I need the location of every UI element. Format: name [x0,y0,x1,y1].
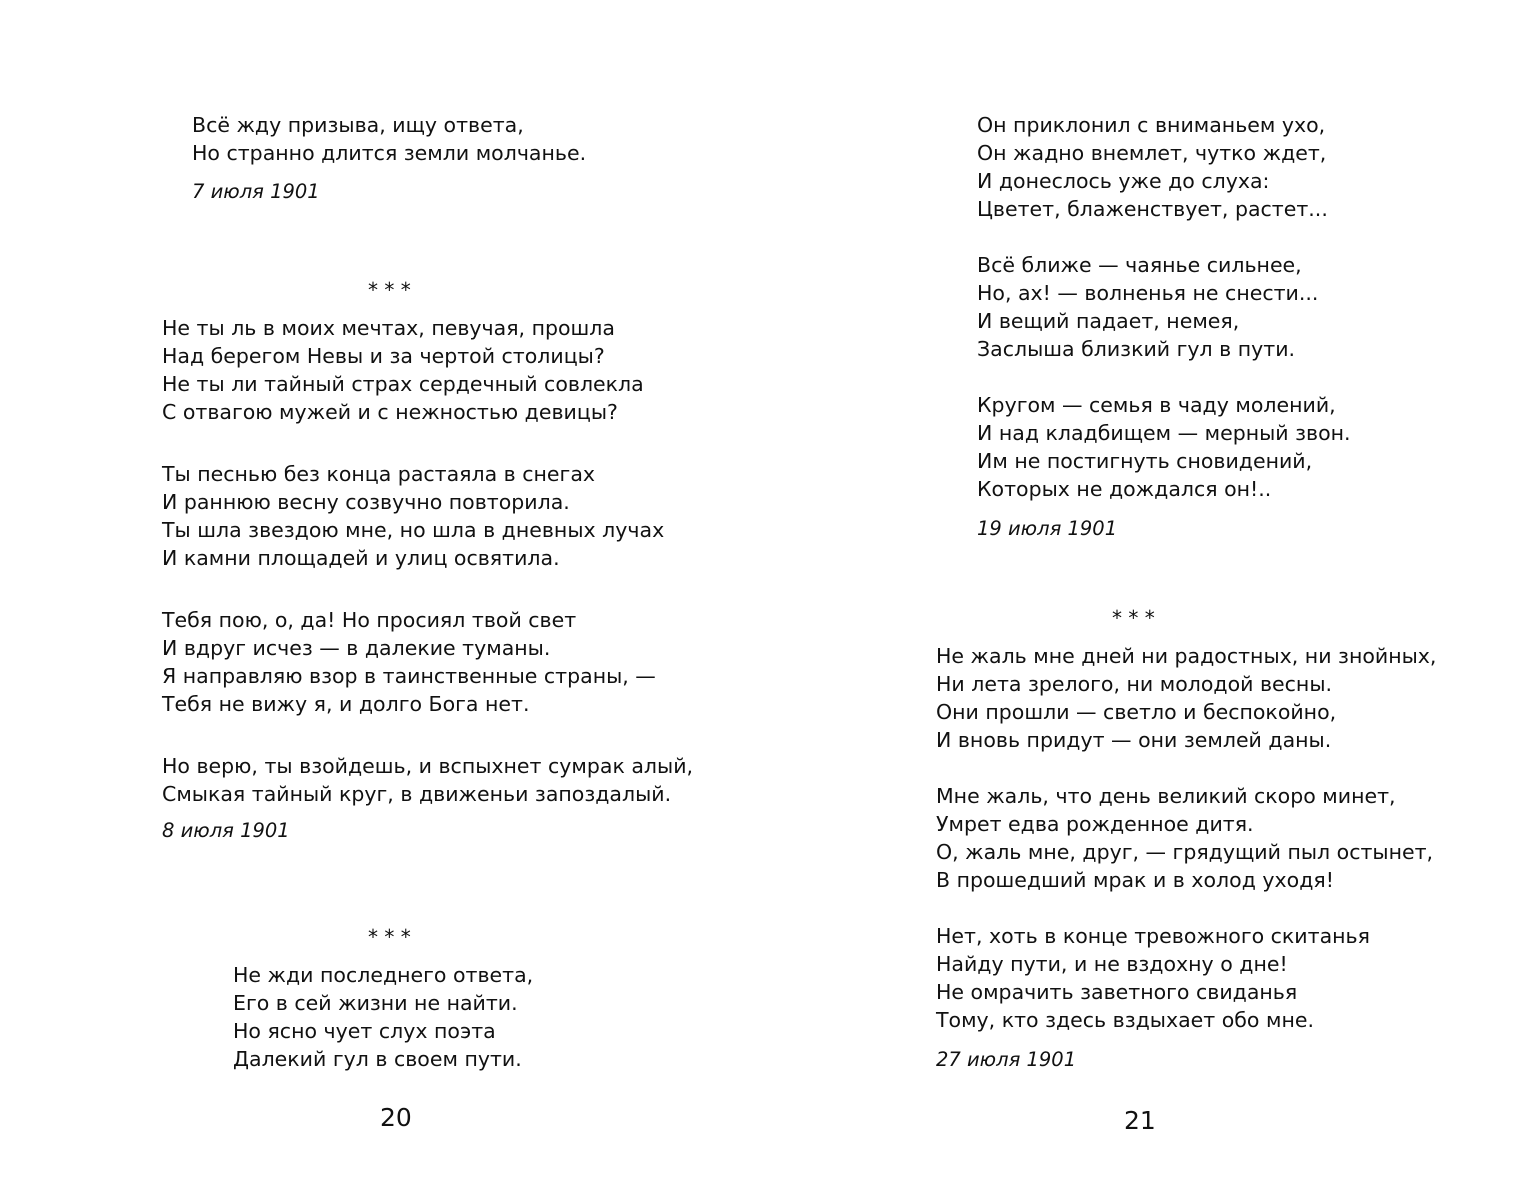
poem-separator: * * * [368,925,411,949]
poem-line: Далекий гул в своем пути. [233,1047,522,1071]
poem-separator: * * * [1112,606,1155,630]
poem-line: О, жаль мне, друг, — грядущий пыл остынет, [936,840,1434,864]
poem-line: Смыкая тайный круг, в движеньи запоздалый. [162,782,672,806]
poem-line: Он жадно внемлет, чутко ждет, [977,141,1327,165]
page-number: 21 [1124,1106,1156,1135]
poem-date: 27 июля 1901 [936,1048,1077,1071]
poem-line: Ты шла звездою мне, но шла в дневных лучах [162,518,665,542]
poem2 [162,314,693,808]
poem-line: Тебя не вижу я, и долго Бога нет. [162,692,530,716]
poem-line: Тебя пою, о, да! Но просиял твой свет [162,608,577,632]
poem-line: Заслыша близкий гул в пути. [977,337,1296,361]
poem-line: Им не постигнуть сновидений, [977,449,1313,473]
poem-line: В прошедший мрак и в холод уходя! [936,868,1334,892]
poem-line: Не жди последнего ответа, [233,963,534,987]
right-page [768,0,1536,1182]
poem-date: 19 июля 1901 [977,517,1118,540]
poem-line: Но странно длится земли молчанье. [192,141,587,165]
poem-line: И камни площадей и улиц освятила. [162,546,560,570]
poem-date: 8 июля 1901 [162,819,290,842]
poem3-continued [977,111,1351,503]
poem-line: Его в сей жизни не найти. [233,991,518,1015]
poem-line: Умрет едва рожденное дитя. [936,812,1254,836]
poem-line: И вновь придут — они землей даны. [936,728,1332,752]
poem-line: И над кладбищем — мерный звон. [977,421,1351,445]
poem-line: Он приклонил с вниманьем ухо, [977,113,1326,137]
poem-line: Всё ближе — чаянье сильнее, [977,253,1302,277]
poem-line: Я направляю взор в таинственные страны, — [162,664,656,688]
poem-line: Мне жаль, что день великий скоро минет, [936,784,1396,808]
poem-line: Но ясно чует слух поэта [233,1019,496,1043]
poem-line: Ни лета зрелого, ни молодой весны. [936,672,1333,696]
poem-line: Но верю, ты взойдешь, и вспыхнет сумрак алый, [162,754,694,778]
page-number: 20 [380,1103,412,1132]
poem-line: Всё жду призыва, ищу ответа, [192,113,524,137]
poem3 [233,961,533,1073]
poem-line: Которых не дождался он!.. [977,477,1272,501]
poem-line: И вещий падает, немея, [977,309,1240,333]
poem-line: Цветет, блаженствует, растет... [977,197,1328,221]
poem-line: Не омрачить заветного свиданья [936,980,1298,1004]
poem-line: Не ты ль в моих мечтах, певучая, прошла [162,316,615,340]
poem-line: Кругом — семья в чаду молений, [977,393,1336,417]
poem-date: 7 июля 1901 [192,180,320,203]
poem1-tail [192,111,586,167]
poem-line: Нет, хоть в конце тревожного скитанья [936,924,1370,948]
poem-line: Не жаль мне дней ни радостных, ни знойных, [936,644,1437,668]
poem-line: Не ты ли тайный страх сердечный совлекла [162,372,644,396]
poem-line: Они прошли — светло и беспокойно, [936,700,1337,724]
poem-line: Но, ах! — волненья не снести... [977,281,1319,305]
poem-line: И вдруг исчез — в далекие туманы. [162,636,551,660]
poem-line: Тому, кто здесь вздыхает обо мне. [936,1008,1314,1032]
poem-line: И донеслось уже до слуха: [977,169,1270,193]
poem-line: Найду пути, и не вздохну о дне! [936,952,1288,976]
poem-line: Над берегом Невы и за чертой столицы? [162,344,605,368]
poem-line: И раннюю весну созвучно повторила. [162,490,570,514]
poem4 [936,642,1436,1034]
poem-line: Ты песнью без конца растаяла в снегах [162,462,596,486]
poem-line: С отвагою мужей и с нежностью девицы? [162,400,618,424]
poem-separator: * * * [368,278,411,302]
